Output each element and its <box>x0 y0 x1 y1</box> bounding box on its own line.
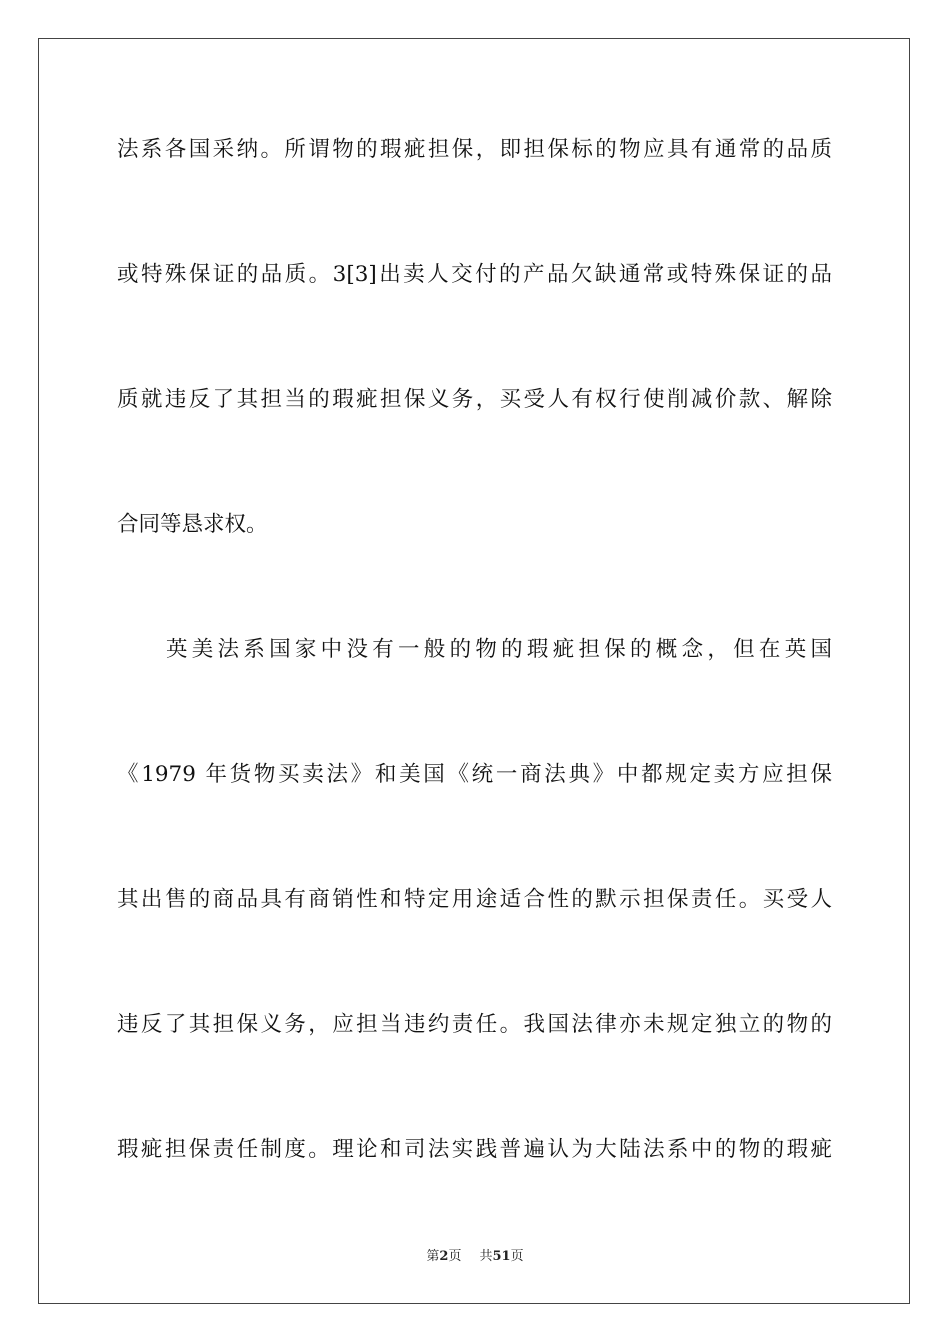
text-line: 质就违反了其担当的瑕疵担保义务，买受人有权行使削减价款、解除 <box>117 387 832 412</box>
text-line: 或特殊保证的品质。3[3]出卖人交付的产品欠缺通常或特殊保证的品 <box>117 262 832 287</box>
text-line: 瑕疵担保责任制度。理论和司法实践普遍认为大陆法系中的物的瑕疵 <box>117 1137 832 1162</box>
text-line: 合同等恳求权。 <box>117 512 268 537</box>
total-suffix: 页 <box>510 1249 524 1264</box>
text-line: 法系各国采纳。所谓物的瑕疵担保，即担保标的物应具有通常的品质 <box>117 137 832 162</box>
page-suffix: 页 <box>448 1249 462 1264</box>
text-line: 《1979 年货物买卖法》和美国《统一商法典》中都规定卖方应担保 <box>117 762 832 787</box>
page-number: 2 <box>439 1249 449 1264</box>
text-line: 其出售的商品具有商销性和特定用途适合性的默示担保责任。买受人 <box>117 887 832 912</box>
paragraph-first-line: 英美法系国家中没有一般的物的瑕疵担保的概念，但在英国 <box>166 637 832 662</box>
page-footer <box>0 1248 950 1266</box>
total-prefix: 共 <box>479 1249 493 1264</box>
page-border <box>38 38 910 1304</box>
text-line: 违反了其担保义务，应担当违约责任。我国法律亦未规定独立的物的 <box>117 1012 832 1037</box>
page-prefix: 第 <box>426 1249 440 1264</box>
total-pages: 51 <box>492 1249 511 1264</box>
